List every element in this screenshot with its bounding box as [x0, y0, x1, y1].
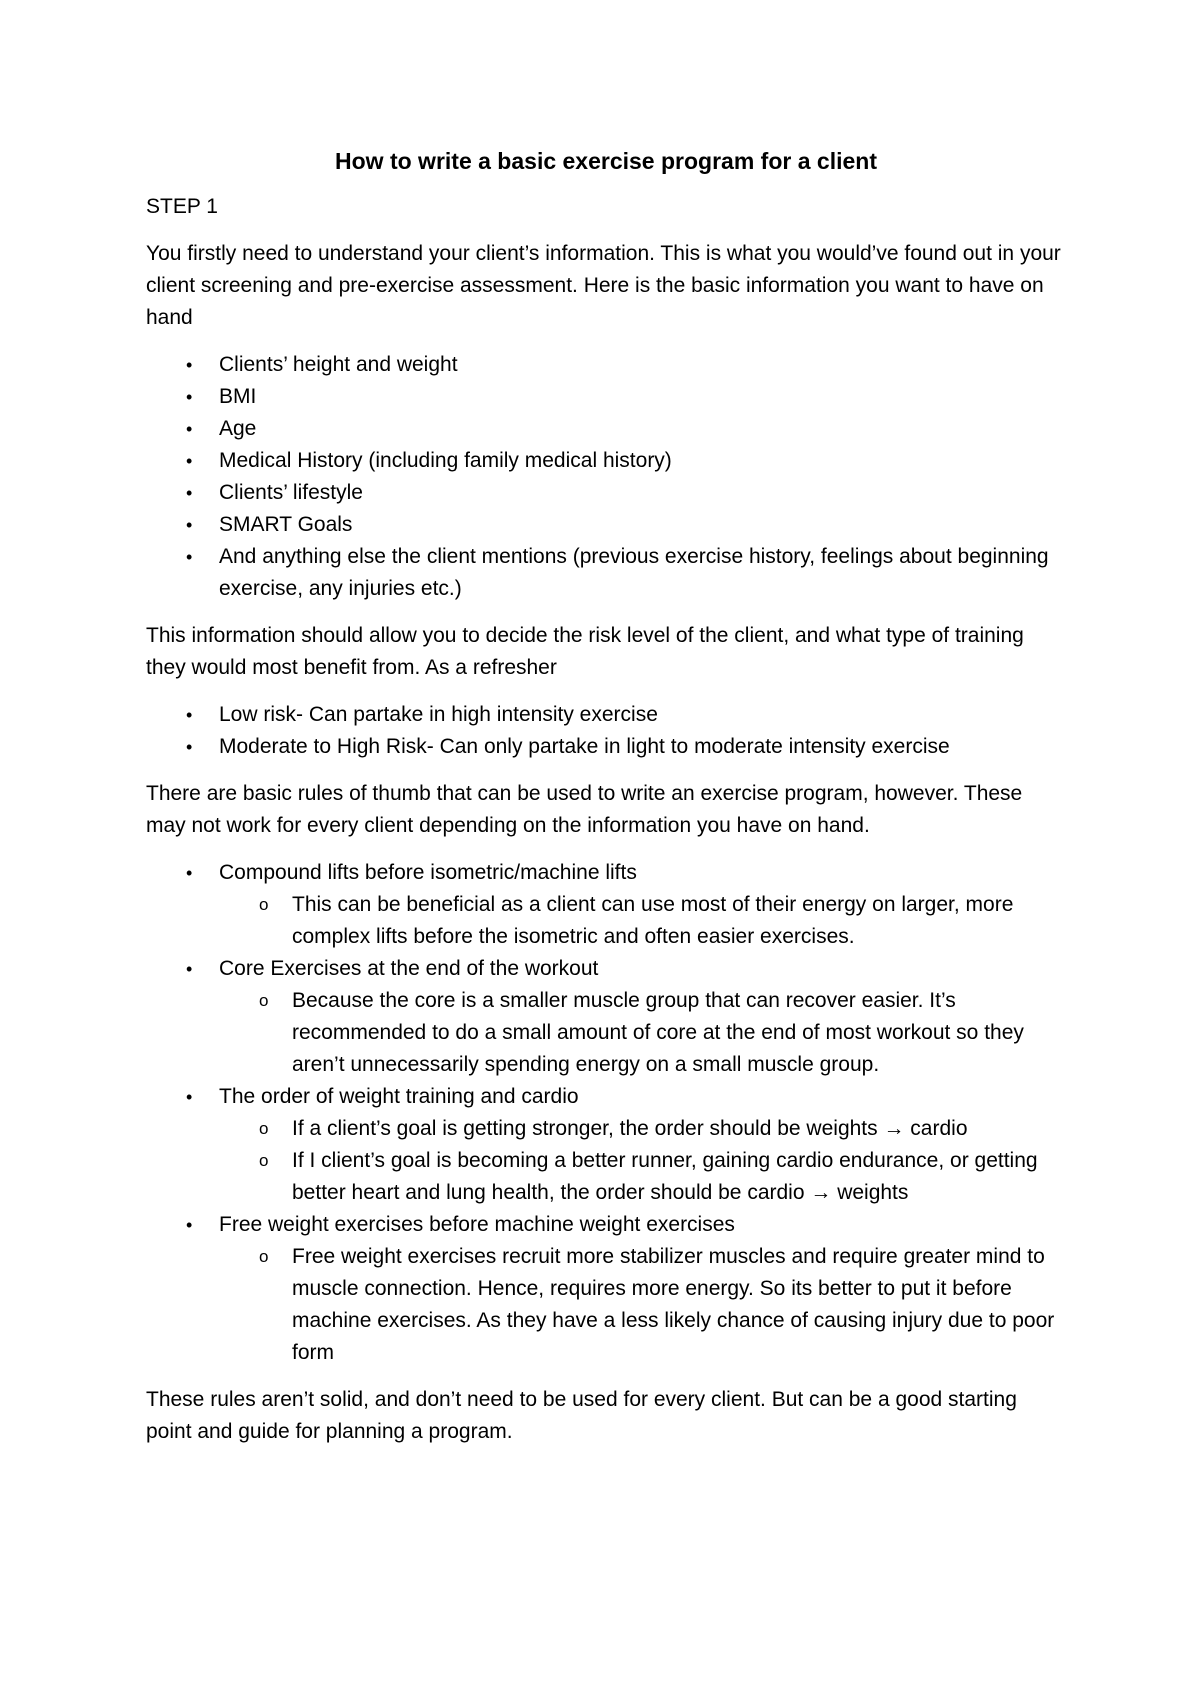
rules-list — [146, 857, 1066, 1369]
sub-list-item — [219, 1113, 1066, 1145]
bullet-icon: • — [186, 387, 193, 407]
rule-item — [146, 1081, 1066, 1209]
list-item — [146, 413, 1066, 445]
info-list — [146, 349, 1066, 605]
bullet-icon: • — [186, 1087, 193, 1107]
bullet-icon: • — [186, 863, 193, 883]
sub-item-text: If a client’s goal is getting stronger, the order should be weights → cardio — [292, 1117, 968, 1140]
sub-list-item — [219, 889, 1066, 953]
list-item — [146, 541, 1066, 605]
intro-paragraph: You firstly need to understand your client’s information. This is what you would’ve found out in your client screening and pre-exercise assessment. Here is the basic information you want to have on hand — [146, 242, 1061, 329]
list-item — [146, 445, 1066, 477]
sub-item-text: Because the core is a smaller muscle group that can recover easier. It’s recommended to do a small amount of core at the end of most workout so they aren’t unnecessarily spending energy on a small muscle group. — [292, 989, 1024, 1076]
list-item — [146, 381, 1066, 413]
bullet-icon: • — [186, 419, 193, 439]
sub-item-text: Free weight exercises recruit more stabilizer muscles and require greater mind to muscle connection. Hence, requires more energy. So its better to put it before machine exercises. As they have a less likely chance of causing injury due to poor form — [292, 1245, 1055, 1364]
list-item-text: Clients’ height and weight — [219, 353, 458, 376]
document-title: How to write a basic exercise program for a client — [335, 148, 877, 174]
rule-item — [146, 953, 1066, 1081]
circle-bullet-icon: o — [259, 1151, 269, 1170]
bullet-icon: • — [186, 515, 193, 535]
risk-paragraph: This information should allow you to decide the risk level of the client, and what type of training they would most benefit from. As a refresher — [146, 624, 1024, 679]
list-item-text: Moderate to High Risk- Can only partake in light to moderate intensity exercise — [219, 735, 950, 758]
rule-label: Core Exercises at the end of the workout — [219, 957, 599, 980]
list-item-text: And anything else the client mentions (previous exercise history, feelings about beginning exercise, any injuries etc.) — [219, 545, 1049, 600]
circle-bullet-icon: o — [259, 895, 269, 914]
list-item — [146, 477, 1066, 509]
rule-label: Free weight exercises before machine weight exercises — [219, 1213, 735, 1236]
list-item — [146, 509, 1066, 541]
sub-list-item — [219, 985, 1066, 1081]
document-page — [146, 140, 1066, 1463]
circle-bullet-icon: o — [259, 1247, 269, 1266]
sub-list — [219, 889, 1066, 953]
circle-bullet-icon: o — [259, 991, 269, 1010]
sub-list — [219, 985, 1066, 1081]
list-item — [146, 699, 1066, 731]
rule-item — [146, 857, 1066, 953]
bullet-icon: • — [186, 355, 193, 375]
rule-item — [146, 1209, 1066, 1369]
list-item-text: Age — [219, 417, 257, 440]
bullet-icon: • — [186, 705, 193, 725]
bullet-icon: • — [186, 1215, 193, 1235]
bullet-icon: • — [186, 451, 193, 471]
sub-list — [219, 1241, 1066, 1369]
bullet-icon: • — [186, 737, 193, 757]
sub-list-item — [219, 1241, 1066, 1369]
rule-label: Compound lifts before isometric/machine lifts — [219, 861, 637, 884]
list-item-text: SMART Goals — [219, 513, 353, 536]
sub-item-text: This can be beneficial as a client can use most of their energy on larger, more complex lifts before the isometric and often easier exercises. — [292, 893, 1014, 948]
list-item — [146, 731, 1066, 763]
step-label: STEP 1 — [146, 195, 218, 218]
sub-item-text: If I client’s goal is becoming a better runner, gaining cardio endurance, or getting better heart and lung health, the order should be cardio → weights — [292, 1149, 1038, 1204]
list-item-text: Low risk- Can partake in high intensity exercise — [219, 703, 658, 726]
bullet-icon: • — [186, 483, 193, 503]
list-item — [146, 349, 1066, 381]
circle-bullet-icon: o — [259, 1119, 269, 1138]
list-item-text: BMI — [219, 385, 257, 408]
sub-list — [219, 1113, 1066, 1209]
list-item-text: Clients’ lifestyle — [219, 481, 363, 504]
bullet-icon: • — [186, 959, 193, 979]
rule-label: The order of weight training and cardio — [219, 1085, 579, 1108]
list-item-text: Medical History (including family medical history) — [219, 449, 672, 472]
bullet-icon: • — [186, 547, 193, 567]
risk-list — [146, 699, 1066, 763]
sub-list-item — [219, 1145, 1066, 1209]
rules-paragraph: There are basic rules of thumb that can be used to write an exercise program, however. These may not work for every client depending on the information you have on hand. — [146, 782, 1023, 837]
closing-paragraph: These rules aren’t solid, and don’t need to be used for every client. But can be a good starting point and guide for planning a program. — [146, 1388, 1017, 1443]
